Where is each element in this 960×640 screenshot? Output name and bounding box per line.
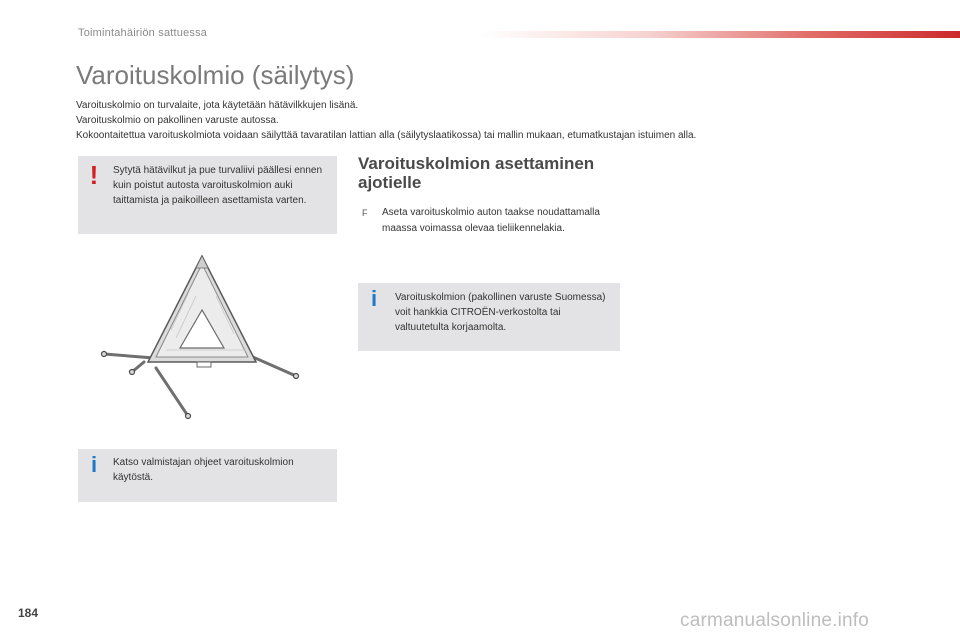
info-text: Varoituskolmion (pakollinen varuste Suomessa) voit hankkia CITROËN-verkostolta tai valtuutetulta korjaamolta. [395, 292, 606, 333]
bullet-text: Aseta varoituskolmio auton taakse noudattamalla maassa voimassa olevaa tieliikennelakia. [382, 207, 600, 234]
info-icon: i [370, 286, 378, 311]
intro-line: Kokoontaitettua varoituskolmiota voidaan säilyttää tavaratilan lattian alla (säilytyslaatikossa) tai mallin mukaan, etumatkustajan istuimen alla. [76, 130, 697, 141]
page-number: 184 [18, 606, 39, 620]
intro-line: Varoituskolmio on pakollinen varuste autossa. [76, 115, 279, 126]
warning-box [78, 156, 337, 234]
watermark-text: carmanualsonline.info [680, 610, 870, 631]
intro-line: Varoituskolmio on turvalaite, jota käytetään hätävilkkujen lisänä. [76, 100, 359, 111]
info-icon: i [90, 452, 98, 477]
warning-triangle-illustration [96, 250, 316, 430]
info-text: Katso valmistajan ohjeet varoituskolmion käytöstä. [113, 457, 294, 483]
header-accent-bar [480, 31, 960, 38]
warning-text: Sytytä hätävilkut ja pue turvaliivi päällesi ennen kuin poistut autosta varoituskolmion auki taittamista ja paikoilleen asettamista varten. [113, 165, 323, 206]
section-header-title: Toimintahäiriön sattuessa [78, 27, 208, 39]
bullet-marker-icon: F [362, 208, 368, 218]
warning-exclamation-icon: ! [89, 160, 99, 190]
info-box-manual [78, 449, 337, 502]
section-heading: Varoituskolmion asettaminen ajotielle [358, 154, 595, 192]
page-title: Varoituskolmio (säilytys) [76, 60, 355, 90]
info-box-purchase [358, 283, 620, 351]
intro-text [76, 98, 936, 143]
